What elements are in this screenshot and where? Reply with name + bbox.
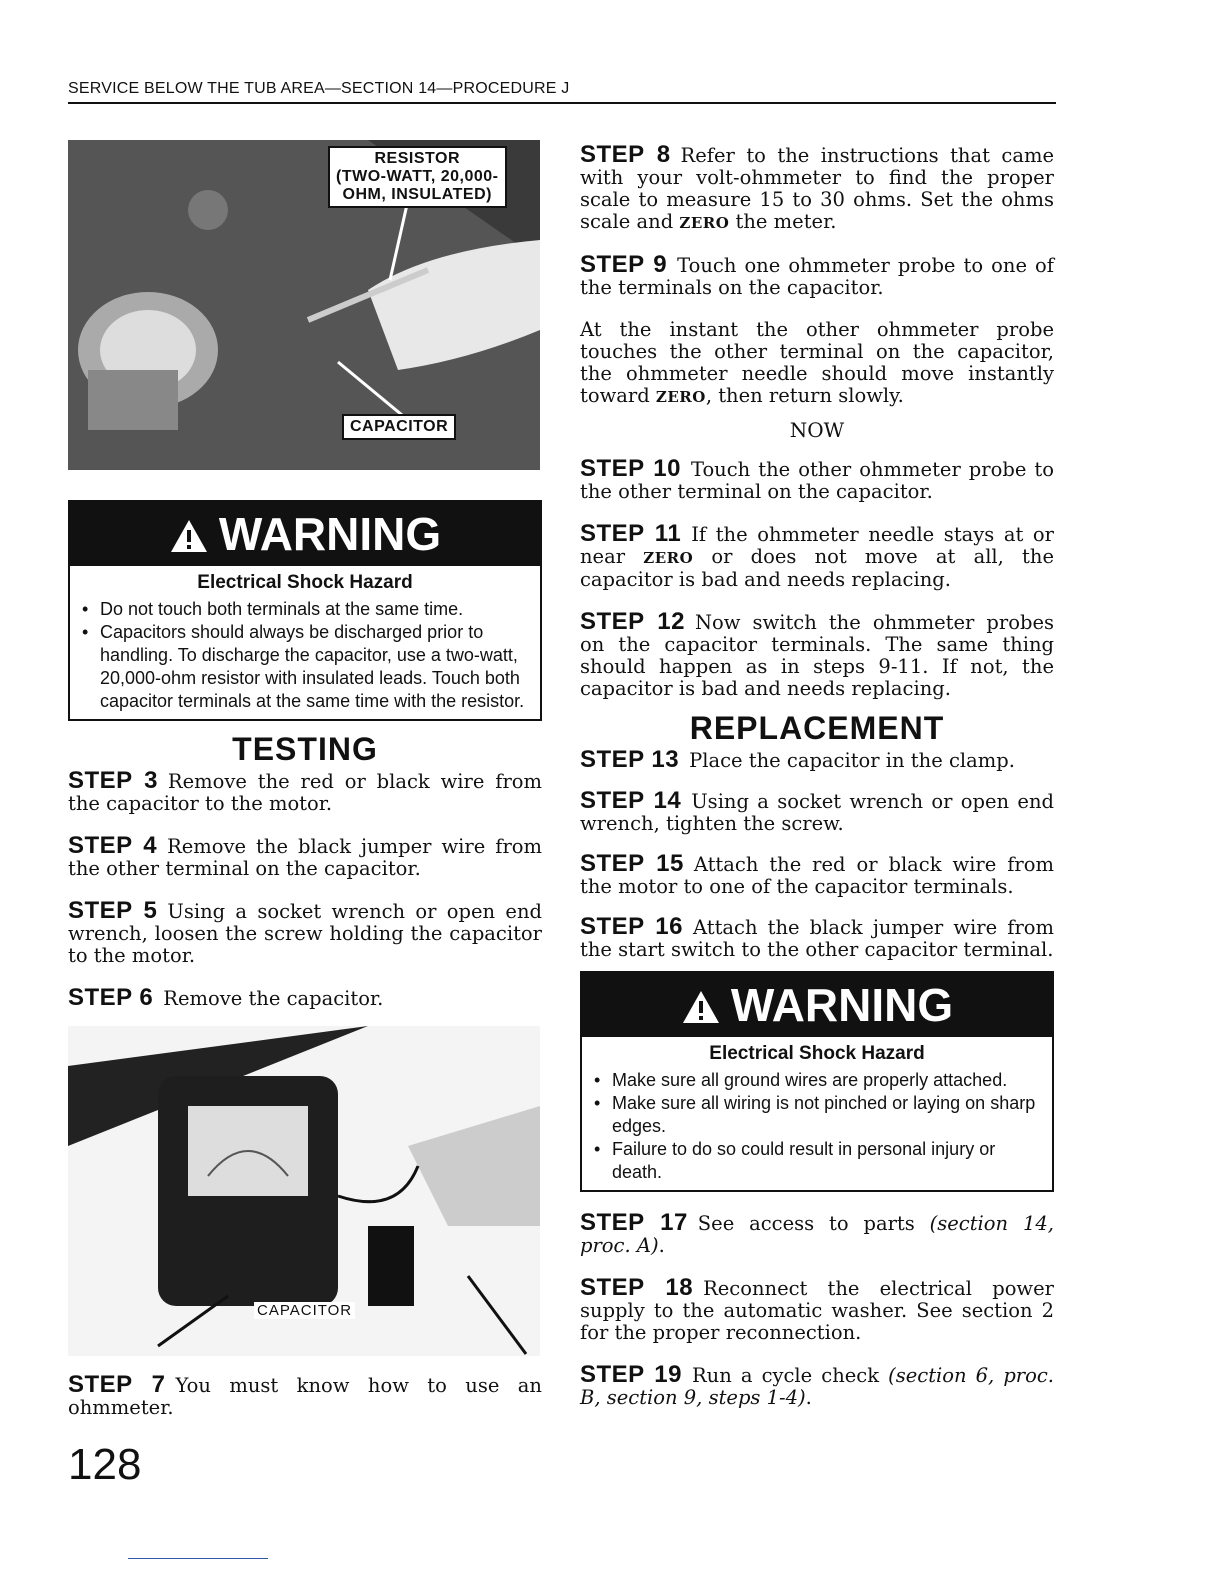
step-label: STEP 17 bbox=[580, 1209, 688, 1236]
warning-triangle-icon bbox=[681, 977, 721, 1041]
step-text: Remove the capacitor. bbox=[163, 987, 384, 1010]
warning-list bbox=[70, 598, 540, 713]
step-15 bbox=[580, 850, 1054, 898]
step-text: or does not move at all, the capacitor is bad and needs replacing. bbox=[580, 545, 1054, 591]
step-text: If the ohmmeter needle stays at or near bbox=[580, 523, 1054, 568]
resistor-callout: RESISTOR (TWO-WATT, 20,000- OHM, INSULATED) bbox=[328, 146, 507, 208]
step-13 bbox=[580, 746, 1054, 773]
step-label: STEP 12 bbox=[580, 608, 685, 635]
capacitor-label: CAPACITOR bbox=[254, 1302, 355, 1319]
step-text: Touch the other ohmmeter probe to the other terminal on the capacitor. bbox=[580, 458, 1054, 503]
zero-keyword: ZERO bbox=[643, 549, 694, 567]
step-label: STEP 14 bbox=[580, 787, 682, 814]
warning-item: • Do not touch both terminals at the same time. bbox=[80, 598, 530, 621]
left-column bbox=[68, 140, 542, 1419]
step-label: STEP 8 bbox=[580, 141, 671, 168]
warning-box-ground bbox=[580, 971, 1054, 1192]
step-4 bbox=[68, 832, 542, 880]
step-text: . bbox=[805, 1386, 812, 1409]
step-text: Remove the black jumper wire from the other terminal on the capacitor. bbox=[68, 835, 542, 880]
step-12 bbox=[580, 608, 1054, 700]
step-text: Refer to the instructions that came with your volt-ohmmeter to find the proper scale to measure 15 to 30 ohms. Set the ohms scale and bbox=[580, 144, 1054, 233]
step-label: STEP 5 bbox=[68, 897, 158, 924]
warning-subtitle: Electrical Shock Hazard bbox=[709, 1043, 925, 1064]
warning-subtitle: Electrical Shock Hazard bbox=[197, 572, 413, 593]
step-8 bbox=[580, 141, 1054, 234]
step-text: Run a cycle check bbox=[692, 1364, 889, 1387]
step-text: Remove the red or black wire from the capacitor to the motor. bbox=[68, 770, 543, 815]
step-text: You must know how to use an ohmmeter. bbox=[68, 1374, 542, 1419]
step-label: STEP 3 bbox=[68, 767, 158, 794]
paragraph-text: , then return slowly. bbox=[705, 384, 904, 407]
step-label: STEP 11 bbox=[580, 520, 682, 547]
step-17 bbox=[580, 1209, 1054, 1257]
instant-paragraph bbox=[580, 319, 1054, 408]
right-column bbox=[580, 140, 1054, 1409]
capacitor-callout: CAPACITOR bbox=[342, 414, 456, 440]
step-label: STEP 10 bbox=[580, 455, 681, 482]
step-5 bbox=[68, 897, 543, 967]
step-text: Place the capacitor in the clamp. bbox=[689, 749, 1015, 772]
step-text: Now switch the ohmmeter probes on the capacitor terminals. The same thing should happen as in steps 9-11. If not, the capacitor is bad and needs replacing. bbox=[580, 611, 1054, 700]
step-text: Using a socket wrench or open end wrench, tighten the screw. bbox=[580, 790, 1054, 835]
step-text: Attach the black jumper wire from the start switch to the other capacitor terminal. bbox=[580, 916, 1054, 961]
warning-box-discharge bbox=[68, 500, 542, 721]
ohmmeter-photo bbox=[68, 1026, 540, 1356]
warning-title: WARNING bbox=[730, 979, 954, 1031]
footer-rule bbox=[128, 1558, 268, 1559]
warning-item: • Capacitors should always be discharged prior to handling. To discharge the capacitor, use a two-watt, 20,000-ohm resistor with insulated leads. Touch both capacitor terminals at the same time with the resistor. bbox=[80, 621, 530, 713]
warning-item: • Make sure all ground wires are properly attached. bbox=[592, 1069, 1042, 1092]
now-label: NOW bbox=[789, 418, 845, 442]
step-10 bbox=[580, 455, 1054, 503]
warning-list bbox=[582, 1069, 1052, 1184]
step-text: See access to parts bbox=[697, 1212, 930, 1235]
step-14 bbox=[580, 787, 1054, 835]
warning-item: • Make sure all wiring is not pinched or laying on sharp edges. bbox=[592, 1092, 1042, 1138]
page-header: SERVICE BELOW THE TUB AREA—SECTION 14—PROCEDURE J bbox=[68, 80, 1056, 104]
warning-item: • Failure to do so could result in personal injury or death. bbox=[592, 1138, 1042, 1184]
step-label: STEP 4 bbox=[68, 832, 158, 859]
step-16 bbox=[580, 913, 1054, 961]
step-label: STEP 15 bbox=[580, 850, 684, 877]
step-19 bbox=[580, 1361, 1054, 1409]
step-label: STEP 9 bbox=[580, 251, 668, 278]
warning-header bbox=[70, 502, 540, 566]
warning-header bbox=[582, 973, 1052, 1037]
step-text: the meter. bbox=[729, 210, 837, 233]
page-number: 128 bbox=[68, 1440, 142, 1489]
resistor-capacitor-photo bbox=[68, 140, 540, 470]
step-text: Reconnect the electrical power supply to the automatic washer. See section 2 for the proper reconnection. bbox=[580, 1277, 1054, 1344]
step-reference: (section 6, proc. B, section 9, steps 1-4) bbox=[580, 1364, 1054, 1409]
step-text: Using a socket wrench or open end wrench, loosen the screw holding the capacitor to the motor. bbox=[68, 900, 543, 967]
step-18 bbox=[580, 1274, 1054, 1344]
step-text: Attach the red or black wire from the motor to one of the capacitor terminals. bbox=[580, 853, 1054, 898]
step-label: STEP 7 bbox=[68, 1371, 166, 1398]
zero-keyword: ZERO bbox=[679, 214, 730, 232]
step-6 bbox=[68, 984, 542, 1011]
step-label: STEP 13 bbox=[580, 746, 680, 773]
warning-title: WARNING bbox=[218, 508, 442, 560]
step-text: . bbox=[658, 1234, 665, 1257]
replacement-heading: REPLACEMENT bbox=[689, 710, 945, 746]
step-3 bbox=[68, 767, 543, 815]
step-11 bbox=[580, 520, 1054, 591]
testing-heading: TESTING bbox=[232, 731, 378, 767]
step-label: STEP 18 bbox=[580, 1274, 694, 1301]
step-7 bbox=[68, 1371, 542, 1419]
step-text: Touch one ohmmeter probe to one of the terminals on the capacitor. bbox=[580, 254, 1054, 299]
step-9 bbox=[580, 251, 1054, 299]
zero-keyword: ZERO bbox=[655, 388, 706, 406]
step-label: STEP 16 bbox=[580, 913, 684, 940]
step-label: STEP 19 bbox=[580, 1361, 682, 1388]
warning-triangle-icon bbox=[169, 506, 209, 570]
step-label: STEP 6 bbox=[68, 984, 154, 1011]
paragraph-text: At the instant the other ohmmeter probe touches the other terminal on the capacitor, the ohmmeter needle should move instantly toward bbox=[580, 318, 1054, 407]
step-reference: (section 14, proc. A) bbox=[580, 1212, 1054, 1257]
